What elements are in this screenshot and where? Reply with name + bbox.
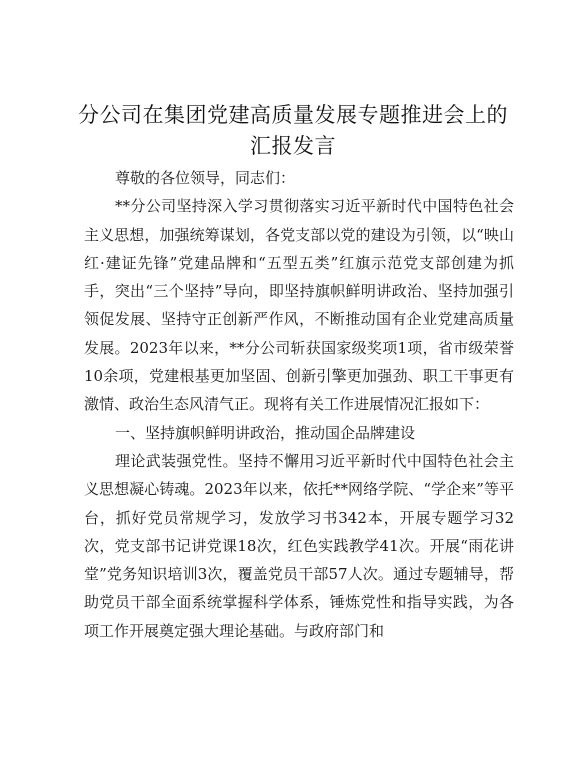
document-title-line-2: 汇报发言 xyxy=(250,134,336,158)
paragraph-intro: **分公司坚持深入学习贯彻落实习近平新时代中国特色社会主义思想，加强统筹谋划，各党支部以党的建设为引领，以“映山红·建证先锋”党建品牌和“五型五类”红旗示范党支部创建为抓手，突出“三个坚持”导向，即坚持旗帜鲜明讲政治、坚持加强引领促发展、坚持守正创新严作风，不断推动国有企业党建高质量发展。2023年以来，**分公司斩获国家级奖项1项，省市级荣誉10余项，党建根基更加坚固、创新引擎更加强劲、职工干事更有激情、政治生态风清气正。现将有关工作进展情况汇报如下： xyxy=(84,197,514,414)
paragraph-theory: 理论武装强党性。坚持不懈用习近平新时代中国特色社会主义思想凝心铸魂。2023年以来，依托**网络学院、“学企来”等平台，抓好党员常规学习，发放学习书342本，开展专题学习32次，党支部书记讲党课18次，红色实践教学41次。开展“雨花讲堂”党务知识培训3次，覆盖党员干部57人次。通过专题辅导，帮助党员干部全面系统掌握科学体系，锤炼党性和指导实践，为各项工作开展奠定强大理论基础。与政府部门和 xyxy=(84,451,514,640)
document-title-line-1: 分公司在集团党建高质量发展专题推进会上的 xyxy=(78,103,508,127)
document-body xyxy=(84,164,514,645)
section-heading-1: 一、坚持旗帜鲜明讲政治，推动国企品牌建设 xyxy=(115,423,416,442)
salutation: 尊敬的各位领导，同志们： xyxy=(115,169,296,187)
